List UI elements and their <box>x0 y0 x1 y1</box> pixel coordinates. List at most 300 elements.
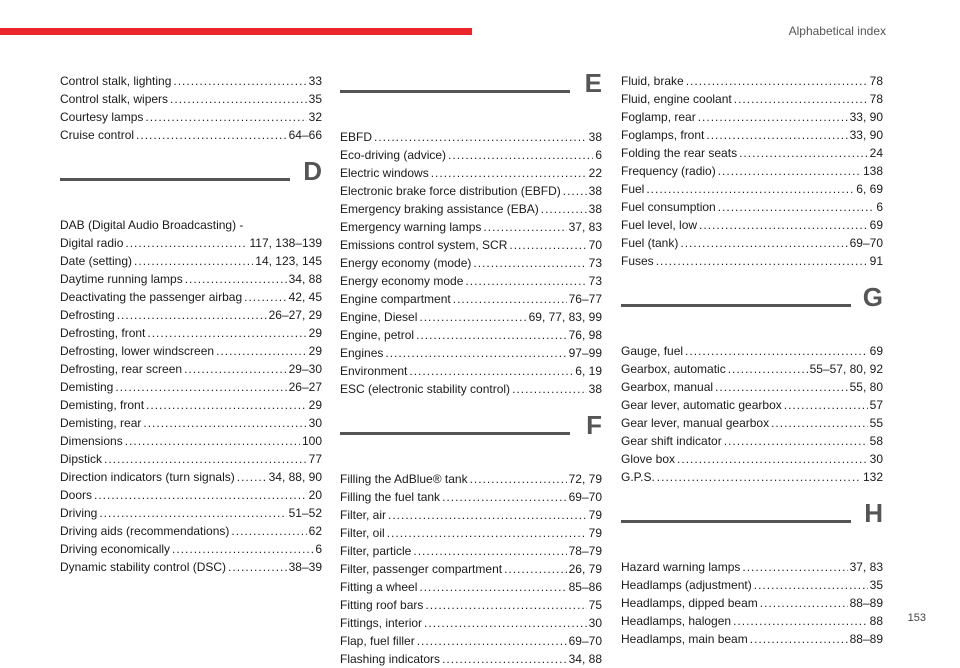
leader-dots <box>134 252 253 270</box>
entry-term: Courtesy lamps <box>60 110 144 124</box>
index-entry <box>340 164 602 182</box>
leader-dots <box>115 378 286 396</box>
index-entry <box>340 146 602 164</box>
entry-pages: 6 <box>315 542 322 556</box>
entry-term: Gauge, fuel <box>621 344 684 358</box>
entry-pages: 22 <box>588 166 602 180</box>
entry-term: Hazard warning lamps <box>621 560 741 574</box>
leader-dots <box>657 468 861 486</box>
leader-dots <box>117 306 267 324</box>
entry-pages: 78 <box>869 92 883 106</box>
entry-term: Cruise control <box>60 128 135 142</box>
index-entry <box>621 90 883 108</box>
section-letter: G <box>862 282 883 312</box>
entry-pages: 6 <box>595 148 602 162</box>
leader-dots <box>413 542 566 560</box>
leader-dots <box>771 414 868 432</box>
index-entry <box>60 90 322 108</box>
entry-pages: 88 <box>869 614 883 628</box>
entry-group-g <box>621 342 883 486</box>
leader-dots <box>724 432 868 450</box>
entry-pages: 77 <box>308 452 322 466</box>
index-entry <box>60 468 322 486</box>
leader-dots <box>409 362 573 380</box>
index-entry <box>340 560 602 578</box>
leader-dots <box>184 360 287 378</box>
leader-dots <box>387 524 587 542</box>
entry-term: Frequency (radio) <box>621 164 716 178</box>
leader-dots <box>146 396 307 414</box>
entry-pages: 88–89 <box>849 596 883 610</box>
leader-dots <box>125 234 247 252</box>
entry-term: ESC (electronic stability control) <box>340 382 511 396</box>
entry-pages: 29–30 <box>288 362 322 376</box>
index-entry <box>60 324 322 342</box>
entry-pages: 6, 19 <box>575 364 602 378</box>
index-entry <box>621 216 883 234</box>
index-entry <box>621 144 883 162</box>
index-entry <box>340 380 602 398</box>
entry-pages: 29 <box>308 398 322 412</box>
leader-dots <box>424 614 587 632</box>
leader-dots <box>680 234 847 252</box>
index-entry <box>60 432 322 450</box>
entry-group-f <box>340 470 602 668</box>
leader-dots <box>685 342 868 360</box>
entry-pages: 78 <box>869 74 883 88</box>
entry-pages: 26, 79 <box>568 562 602 576</box>
page-header-title: Alphabetical index <box>788 24 886 38</box>
index-entry <box>340 272 602 290</box>
leader-dots <box>718 198 875 216</box>
index-entry <box>340 542 602 560</box>
entry-pages: 73 <box>588 256 602 270</box>
entry-term: Date (setting) <box>60 254 133 268</box>
index-entry <box>621 450 883 468</box>
entry-term: Dimensions <box>60 434 123 448</box>
index-entry <box>340 290 602 308</box>
index-entry <box>621 612 883 630</box>
index-entry <box>340 182 602 200</box>
section-letter: F <box>586 410 602 440</box>
entry-term: Filter, particle <box>340 544 412 558</box>
index-entry <box>60 234 322 252</box>
entry-pages: 30 <box>588 616 602 630</box>
entry-term: Electric windows <box>340 166 429 180</box>
entry-pages: 51–52 <box>288 506 322 520</box>
index-entry <box>621 360 883 378</box>
index-entry <box>621 72 883 90</box>
entry-term: Fuses <box>621 254 654 268</box>
entry-pages: 34, 88 <box>568 652 602 666</box>
leader-dots <box>425 596 586 614</box>
leader-dots <box>244 288 287 306</box>
index-entry <box>60 504 322 522</box>
leader-dots <box>453 290 567 308</box>
entry-pages: 24 <box>869 146 883 160</box>
entry-pages: 76, 98 <box>568 328 602 342</box>
leader-dots <box>374 128 587 146</box>
leader-dots <box>715 378 848 396</box>
entry-term: Flashing indicators <box>340 652 441 666</box>
index-entry <box>340 524 602 542</box>
entry-term: Doors <box>60 488 93 502</box>
leader-dots <box>698 108 848 126</box>
entry-pages: 32 <box>308 110 322 124</box>
index-entry <box>340 308 602 326</box>
index-entry <box>60 126 322 144</box>
entry-pages: 55, 80 <box>849 380 883 394</box>
leader-dots <box>388 506 587 524</box>
index-entry <box>60 306 322 324</box>
entry-term: Emergency warning lamps <box>340 220 482 234</box>
leader-dots <box>754 576 868 594</box>
leader-dots <box>656 252 868 270</box>
leader-dots <box>417 632 567 650</box>
entry-pages: 38 <box>588 202 602 216</box>
entry-term: Emissions control system, SCR <box>340 238 508 252</box>
entry-term: Driving aids (recommendations) <box>60 524 230 538</box>
leader-dots <box>509 236 586 254</box>
entry-pages: 88–89 <box>849 632 883 646</box>
index-entry <box>60 414 322 432</box>
index-entry <box>60 270 322 288</box>
entry-term: Headlamps, dipped beam <box>621 596 758 610</box>
entry-pages: 138 <box>862 164 883 178</box>
index-entry <box>60 378 322 396</box>
entry-pages: 76–77 <box>568 292 602 306</box>
entry-term: Energy economy mode <box>340 274 464 288</box>
index-entry <box>621 558 883 576</box>
entry-pages: 57 <box>869 398 883 412</box>
entry-term: Driving economically <box>60 542 171 556</box>
entry-pages: 69 <box>869 344 883 358</box>
entry-term: Filling the fuel tank <box>340 490 441 504</box>
entry-pages: 62 <box>308 524 322 538</box>
leader-dots <box>172 540 313 558</box>
entry-pages: 33, 90 <box>849 128 883 142</box>
index-entry <box>60 486 322 504</box>
entry-term: Daytime running lamps <box>60 272 183 286</box>
entry-pages: 55–57, 80, 92 <box>809 362 883 376</box>
entry-pages: 58 <box>869 434 883 448</box>
index-entry <box>340 488 602 506</box>
index-entry <box>60 108 322 126</box>
entry-group-d <box>60 252 322 576</box>
page-number: 153 <box>907 612 926 624</box>
entry-pages: 30 <box>869 452 883 466</box>
entry-pages: 55 <box>869 416 883 430</box>
entry-pages: 34, 88, 90 <box>268 470 322 484</box>
entry-pages: 70 <box>588 238 602 252</box>
leader-dots <box>734 90 868 108</box>
entry-term: Flap, fuel filler <box>340 634 415 648</box>
entry-pages: 26–27 <box>288 380 322 394</box>
leader-dots <box>416 326 567 344</box>
entry-pages: 72, 79 <box>568 472 602 486</box>
entry-term: Fittings, interior <box>340 616 423 630</box>
entry-pages: 132 <box>862 470 883 484</box>
index-column-1 <box>60 72 322 576</box>
entry-pages: 42, 45 <box>288 290 322 304</box>
leader-dots <box>733 612 868 630</box>
leader-dots <box>483 218 566 236</box>
entry-term: Foglamps, front <box>621 128 705 142</box>
leader-dots <box>173 72 306 90</box>
entry-term: Folding the rear seats <box>621 146 738 160</box>
index-entry <box>60 360 322 378</box>
entry-pages: 6, 69 <box>856 182 883 196</box>
index-entry <box>340 506 602 524</box>
leader-dots <box>94 486 307 504</box>
entry-pages: 69–70 <box>568 490 602 504</box>
section-letter: D <box>303 156 322 186</box>
entry-term: Fluid, brake <box>621 74 684 88</box>
index-column-3 <box>621 72 883 648</box>
section-rule <box>340 90 570 93</box>
leader-dots <box>504 560 567 578</box>
entry-term: Engine, Diesel <box>340 310 418 324</box>
index-entry <box>621 126 883 144</box>
leader-dots <box>742 558 847 576</box>
entry-pages: 97–99 <box>568 346 602 360</box>
entry-pages: 14, 123, 145 <box>255 254 322 268</box>
leader-dots <box>739 144 868 162</box>
entry-term: Control stalk, lighting <box>60 74 172 88</box>
leader-dots <box>563 182 587 200</box>
leader-dots <box>448 146 593 164</box>
index-entry <box>340 578 602 596</box>
index-entry <box>340 344 602 362</box>
entry-term: Headlamps, halogen <box>621 614 732 628</box>
index-entry <box>621 108 883 126</box>
entry-term: Dynamic stability control (DSC) <box>60 560 227 574</box>
leader-dots <box>170 90 307 108</box>
leader-dots <box>465 272 586 290</box>
index-entry <box>621 342 883 360</box>
entry-term: Headlamps (adjustment) <box>621 578 752 592</box>
index-entry <box>340 128 602 146</box>
entry-term: Filter, oil <box>340 526 385 540</box>
entry-pages: 29 <box>308 326 322 340</box>
section-letter: E <box>584 68 602 98</box>
entry-term: Defrosting, lower windscreen <box>60 344 215 358</box>
index-entry <box>621 198 883 216</box>
leader-dots <box>99 504 286 522</box>
leader-dots <box>185 270 287 288</box>
entry-pages: 37, 83 <box>568 220 602 234</box>
index-entry <box>60 540 322 558</box>
leader-dots <box>419 578 566 596</box>
index-entry <box>60 396 322 414</box>
leader-dots <box>216 342 307 360</box>
index-entry <box>60 72 322 90</box>
index-entry <box>60 558 322 576</box>
leader-dots <box>760 594 848 612</box>
section-rule <box>340 432 570 435</box>
leader-dots <box>512 380 587 398</box>
entry-pages: 37, 83 <box>849 560 883 574</box>
section-rule <box>621 304 851 307</box>
leader-dots <box>147 324 306 342</box>
entry-term: Glove box <box>621 452 676 466</box>
entry-term: Fuel (tank) <box>621 236 679 250</box>
entry-term: Fitting a wheel <box>340 580 418 594</box>
leader-dots <box>136 126 287 144</box>
entry-term: Headlamps, main beam <box>621 632 748 646</box>
leader-dots <box>750 630 848 648</box>
index-entry <box>621 234 883 252</box>
entry-pages: 30 <box>308 416 322 430</box>
index-entry-text: DAB (Digital Audio Broadcasting) - <box>60 218 244 232</box>
leader-dots <box>143 414 306 432</box>
index-entry <box>621 576 883 594</box>
entry-term: G.P.S. <box>621 470 655 484</box>
entry-pages: 6 <box>876 200 883 214</box>
index-entry <box>621 252 883 270</box>
entry-pages: 117, 138–139 <box>249 236 322 250</box>
entry-pages: 69–70 <box>568 634 602 648</box>
section-header-g <box>621 282 883 330</box>
index-entry <box>340 200 602 218</box>
entry-group-h <box>621 558 883 648</box>
entry-term: EBFD <box>340 130 373 144</box>
entry-pages: 78–79 <box>568 544 602 558</box>
index-entry <box>340 362 602 380</box>
entry-term: Electronic brake force distribution (EBFD) <box>340 184 561 198</box>
entry-term: Energy economy (mode) <box>340 256 472 270</box>
entry-pages: 69, 77, 83, 99 <box>528 310 602 324</box>
entry-term: Gear lever, automatic gearbox <box>621 398 782 412</box>
entry-group-f-continued <box>621 72 883 270</box>
index-entry <box>621 594 883 612</box>
entry-term: Eco-driving (advice) <box>340 148 447 162</box>
entry-term: Filter, passenger compartment <box>340 562 503 576</box>
index-entry <box>621 468 883 486</box>
entry-term: Gear shift indicator <box>621 434 722 448</box>
leader-dots <box>385 344 566 362</box>
entry-group-e <box>340 128 602 398</box>
entry-pages: 35 <box>308 92 322 106</box>
section-letter: H <box>864 498 883 528</box>
entry-term: Gearbox, automatic <box>621 362 726 376</box>
index-entry <box>340 218 602 236</box>
entry-pages: 91 <box>869 254 883 268</box>
leader-dots <box>646 180 854 198</box>
entry-term: Fluid, engine coolant <box>621 92 732 106</box>
leader-dots <box>145 108 306 126</box>
leader-dots <box>104 450 307 468</box>
index-entry <box>60 522 322 540</box>
entry-pages: 69–70 <box>849 236 883 250</box>
entry-term: Filter, air <box>340 508 387 522</box>
entry-term: Engine, petrol <box>340 328 415 342</box>
entry-term: Fuel consumption <box>621 200 716 214</box>
entry-pages: 26–27, 29 <box>268 308 322 322</box>
entry-pages: 38–39 <box>288 560 322 574</box>
leader-dots <box>541 200 587 218</box>
leader-dots <box>784 396 868 414</box>
index-entry <box>621 180 883 198</box>
entry-term: Engine compartment <box>340 292 451 306</box>
section-rule <box>621 520 851 523</box>
entry-pages: 75 <box>588 598 602 612</box>
entry-term: Deactivating the passenger airbag <box>60 290 243 304</box>
leader-dots <box>442 488 567 506</box>
leader-dots <box>228 558 287 576</box>
index-entry <box>340 254 602 272</box>
entry-term: Fuel <box>621 182 645 196</box>
leader-dots <box>419 308 526 326</box>
entry-term: Engines <box>340 346 384 360</box>
section-header-f <box>340 410 602 458</box>
entry-term: Gearbox, manual <box>621 380 714 394</box>
leader-dots <box>431 164 587 182</box>
entry-pages: 85–86 <box>568 580 602 594</box>
index-entry <box>340 614 602 632</box>
leader-dots <box>706 126 847 144</box>
index-entry <box>621 162 883 180</box>
entry-pages: 38 <box>588 130 602 144</box>
entry-term: Defrosting, front <box>60 326 146 340</box>
entry-pages: 73 <box>588 274 602 288</box>
entry-term: Direction indicators (turn signals) <box>60 470 235 484</box>
index-entry <box>340 236 602 254</box>
index-entry <box>621 414 883 432</box>
index-entry <box>621 630 883 648</box>
entry-term: Demisting, front <box>60 398 145 412</box>
leader-dots <box>470 470 567 488</box>
entry-pages: 33, 90 <box>849 110 883 124</box>
entry-term: Demisting <box>60 380 114 394</box>
leader-dots <box>125 432 300 450</box>
entry-term: Emergency braking assistance (EBA) <box>340 202 539 216</box>
entry-group-c-continued <box>60 72 322 144</box>
leader-dots <box>231 522 306 540</box>
entry-pages: 38 <box>588 382 602 396</box>
leader-dots <box>686 72 868 90</box>
entry-term: Defrosting, rear screen <box>60 362 183 376</box>
entry-term: Driving <box>60 506 98 520</box>
section-rule <box>60 178 290 181</box>
entry-term: Demisting, rear <box>60 416 142 430</box>
leader-dots <box>718 162 861 180</box>
entry-term: Defrosting <box>60 308 115 322</box>
leader-dots <box>699 216 868 234</box>
index-entry <box>60 450 322 468</box>
index-entry <box>621 432 883 450</box>
leader-dots <box>442 650 567 668</box>
entry-pages: 38 <box>588 184 602 198</box>
entry-term: Foglamp, rear <box>621 110 696 124</box>
entry-pages: 100 <box>301 434 322 448</box>
index-entry <box>340 650 602 668</box>
entry-term: Digital radio <box>60 236 124 250</box>
entry-term: Dipstick <box>60 452 103 466</box>
leader-dots <box>237 468 267 486</box>
index-entry <box>340 326 602 344</box>
entry-term: Fuel level, low <box>621 218 698 232</box>
index-entry <box>60 288 322 306</box>
entry-term: Environment <box>340 364 408 378</box>
section-header-d <box>60 156 322 204</box>
entry-term: Gear lever, manual gearbox <box>621 416 770 430</box>
leader-dots <box>677 450 868 468</box>
entry-term: Fitting roof bars <box>340 598 424 612</box>
entry-pages: 20 <box>308 488 322 502</box>
leader-dots <box>473 254 586 272</box>
accent-bar <box>0 28 472 35</box>
